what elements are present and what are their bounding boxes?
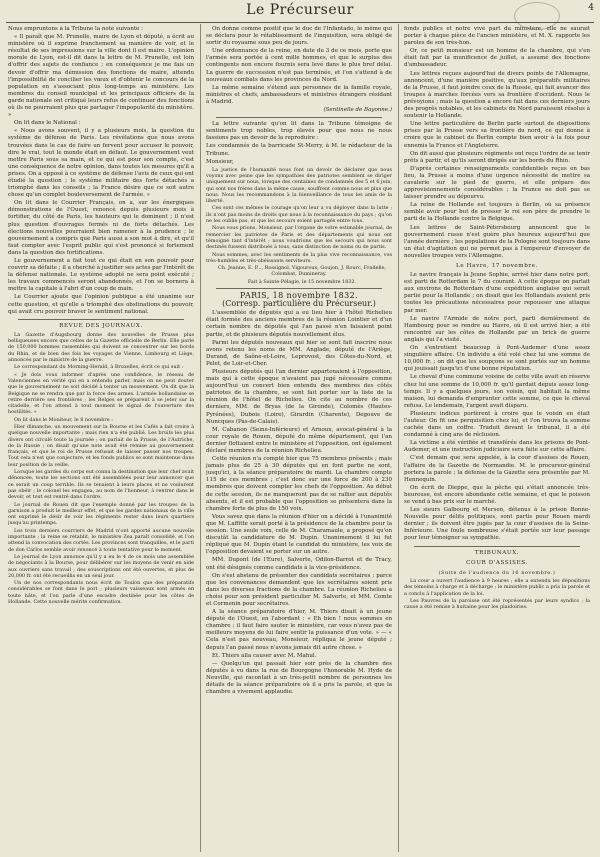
paragraph: On donne comme positif que le duc de l'Infantado, le même qui se déclara pour le rétablissement de l'inquisition, sera obligé de sortir du royaume sous peu de jours. [206,26,392,47]
paragraph: « Nous avons souvent, il y a plusieurs mois, la question du système de défense de Paris. Les révélations que nous avons trouvées dans le cas de faire un fervent pour accuser le pouvoir, dire le vrai, tout le monde était en défaut. Le gouvernement veut mettre Paris sous sa main, et ce qui est pour son compte, c'est une conséquence de notre opinion, dans toutes les mesures qu'il a prises. On a opposé à ce système de défense l'avis de ceux qui ont étudié la question ; le système militaire des forts détachés a triomphé dans les conseils ; la France désire que ce soit autre chose qu'un complet bouleversement de l'armée. » [8,128,194,199]
paragraph: Parmi les députés nouveaux qui hier se sont fait inscrire nous avons retenu les noms de MM. Anglade, député de l'Ariège, Durand, de Saône-et-Loire, Leprovost, des Côtes-du-Nord, et Pelet, de Loir-et-Cher. [206,339,392,367]
paragraph: Le cheval d'une commune voisine de cette ville avait en réserve chez lui une somme de 10,000 fr. qu'il gardait depuis assez long-temps. Il y a quelques jours, son voisin, qui habitait la même maison, lui demanda d'emprunter cette somme, ce que le cheval refusa. Le lendemain, l'argent avait disparu. [404,374,590,409]
paragraph: Nous empruntons à la Tribune la note suivante : [8,26,144,32]
section-rule [414,546,580,547]
paragraph: Et. Thiers alla causer avec M. Mahul. [212,652,317,659]
letter-heading: Les condamnés de la barricade St-Merry, à M. le rédacteur de la Tribune. [206,143,392,157]
letter-place-date: Fait à Sainte-Pélagie, le 15 novembre 1832. [247,278,357,285]
dateline-subtitle: (Corresp. particulière du Précurseur.) [222,299,376,309]
paragraph: Plusieurs députés qui l'an dernier appartenaient à l'opposition, mais qui à cette époque n'avaient pas jugé nécessaire comme aujourd'hui un concert bien entendu des membres des côtés patriotes de la chambre, se sont fait porter sur la liste de la réunion de l'hôtel de Richelieu. On cite au nombre de ces derniers, MM. de Bryas (de la Gironde), Colomès (Hautes-Pyrénées), Dubois (Loire), Girardin (Charente), Degouve de Nuncques (Pas-de-Calais). [206,368,392,425]
paragraph: L'assemblée de députés qui a eu lieu hier à l'hôtel Richelieu était formée des anciens membres de la réunion Lointier et d'un certain nombre de députés qui l'an passé n'en faisaient point partie, et de plusieurs députés nouvellement élus. [206,310,392,338]
subsection-subtitle: (Suite de l'audience du 16 novembre.) [438,569,556,576]
column-3 [404,26,590,852]
paragraph: MM. Dupont (de l'Eure), Salverte, Odilon-Barrot et de Tracy, ont été désignés comme candidats à la vice-présidence. [206,557,392,571]
paragraph: Une lettre particulière de Berlin parle surtout de dispositions prises par la Prusse vers sa frontière du nord, ce qui donne à croire que le cabinet de Berlin compte bien avoir à la fois pour ennemis la France et l'Angleterre. [404,121,590,149]
paragraph: M. Cabanon (Seine-Inférieure) et Arnoux, avocat-général à la cour royale de Rouen, député du même département, qui l'an dernier flottaient entre le ministère et l'opposition, ont également déclaré membres de la réunion Richelieu. [206,426,392,454]
paragraph: On s'est abstenu de présenter des candidats secrétaires ; parce que les convenances demandent que les secrétaires soient pris dans les diverses fractions de la chambre. La réunion Richelieu a choisi pour son président particulier M. Salverte, et MM. Comte et Cormenin pour secrétaires. [206,572,392,607]
letter-signatures: Ch. Jeanne, E. P..., Rossignol, Vigouroux, Goujon, J. Rourc, Fradelle, Colombat, Dumineray. [217,265,387,278]
paragraph: La Gazette d'Augsbourg donne des nouvelles de Prusse plus belliqueuses encore que celles de la Gazette officielle de Berlin. Elle parle de 150,000 hommes rassemblés qui doivent se concentrer sur les bords du Rhin, et de bien des fois les voyages de Vienne, Limbourg et Liège, annoncés par le ministre de la guerre. [8,331,194,364]
paragraph: Le navire français la Jeune Sophie, arrivé hier dans notre port, est parti de Rotterdam le 7 du courant. A cette époque on parlait aux environs de Rotterdam d'une expédition anglaise qui serait partie pour la Hollande ; on disait que les Hollandais avaient pris toutes les précautions nécessaires pour repousser une attaque par mer. [404,272,590,314]
paragraph: Une ordonnance de la reine, en date du 3 de ce mois, porte que l'armée sera portée à cent mille hommes, et que le surplus des contingents non encore fournis sera levé dans le plus bref délai. La guerre de succession n'est pas terminée, et l'on s'attend à de nouveaux combats dans les provinces du Nord. [206,48,392,83]
paragraph: La cour a ouvert l'audience à 9 heures ; elle a entendu les dépositions des témoins à charge et à décharge ; le ministère public a pris la parole et a conclu à l'application de la loi. [404,578,590,597]
paragraph: La justice de l'humanité nous font un devoir de déclarer que nous voyons avec peine que les sympathies des patriotes semblent se diriger uniquement sur nous, lorsque des centaines de condamnés des 5 et 6 juin, qui sont nos frères dans la même cause, souffrent comme nous et plus que nous. Nous les recommandons à la bienveillance de tous les amis de la liberté. [206,166,392,205]
paragraph: « Il paraît que M. Prunelle, maire de Lyon et député, a écrit au ministère où il exprime franchement sa manière de voir, et le résultat de ses impressions sur la ville dont il est maire. L'opinion morale de Lyon, est-il dit dans la lettre de M. Prunelle, est loin d'offrir des sujets de confiance ; en conséquence je me fais un devoir d'offrir ma démission des fonctions de maire, attendu l'impossibilité de concilier les vœux et d'obtenir le concours de la population en s'associant plus long-temps au ministère. Les membres du conseil municipal et les principaux officiers de la garde nationale ont critiqué leurs refus de continuer des fonctions où ils ne pourraient plus que partager l'impopularité du ministère. » [8,34,194,119]
paragraph: On s'entretient beaucoup à Pont-Audemer d'une assez singulière affaire. Un individu a été volé chez lui une somme de 10,000 fr. ; on dit que les soupçons se sont portés sur un homme qui jouissait jusqu'ici d'une bonne réputation. [404,345,590,373]
section-heading: TRIBUNAUX. [474,549,520,556]
paragraph: fonds publics et notre vive part du ministère, elle ne saurait porter à chaque pièce de l'ancien ministère, et M. X. rapporte les paroles de son très-hon. [404,26,590,47]
section-rule [216,117,382,118]
section-rule [216,288,382,289]
paragraph: Un de nos correspondants nous écrit de Toulon que des préparatifs considérables se font dans le port ; plusieurs vaisseaux sont armés en toute hâte, et l'on parle d'une escadre destinée pour les côtes de Hollande. Cette nouvelle mérite confirmation. [8,580,194,606]
paragraph: Nous vous prions, Monsieur, par l'organe de votre estimable journal, de remercier les patriotes de Paris et des départements qui nous ont témoigné tant d'intérêt ; nous voudrions que les secours qui nous sont destinés fussent distribués à tous, sans distinction de noms ou de partis. [206,225,392,251]
paragraph: Les lettres reçues aujourd'hui de divers points de l'Allemagne, annoncent, d'une manière positive, qu'aux préparatifs militaires de la Prusse, il faut joindre ceux de la Russie, qui fait avancer des troupes à marches forcées vers sa frontière d'occident. Nous le prévoyions ; mais la question a encore fait dans ces derniers jours des progrès notables, et les cabinets du Nord paraissent résolus à soutenir la Hollande. [404,70,590,120]
paragraph: Le Courrier ajoute que l'opinion publique a été unanime sur cette question, et qu'elle a triomphé des obstinations du pouvoir, qui avait cru pouvoir braver le sentiment national. [8,294,194,315]
paragraph: On dit aussi que plusieurs régiments ont reçu l'ordre de se tenir prêts à partir, et qu'ils seront dirigés sur les bords du Rhin. [404,150,590,164]
section-heading: Le Havre, 17 novembre. [456,263,538,269]
paragraph: Le journal de Rouen dit que l'exemple donné par les troupes de la garnison a produit le meilleur effet, et que les gardes nationaux de la ville ont exprimé le désir de voir les régiments rester dans leurs quartiers jusqu'au printemps. [8,501,194,527]
paragraph: « Je dois vous informer d'après une confidence, le réseau de Valenciennes en vérité qui en a entendu parler, mais on ne peut douter que le gouvernement ne soit décidé à tenter un mouvement. On dit que la Belgique ne se rendra que par la force des armes. L'armée hollandaise se retire derrière ses frontières ; les Belges se préparent à se jeter sur la citadelle, et l'on attend à tout moment le signal de l'ouverture des hostilités. » [8,371,194,416]
paragraph: Le correspondant du Morning-Herald, à Bruxelles, écrit ce qui suit : [14,364,184,371]
paragraph: On écrit de Dieppe, que la pêche qui s'était annoncée très-heureuse, est encore abondante cette semaine, et que le poisson se vend à bas prix sur le marché. [404,484,590,505]
column-1 [8,26,194,852]
court-report [404,578,590,610]
paragraph: Le journal de Lyon annonce qu'il y a eu le 4 de ce mois une assemblée de négociants à la Bourse, pour délibérer sur les moyens de venir en aide aux ouvriers sans travail ; des souscriptions ont été ouvertes, et plus de 20,000 fr. ont été recueillis en un seul jour. [8,553,194,579]
paragraph: La reine de Hollande est toujours à Berlin, où sa présence semble avoir pour but de presser le roi son père de prendre le parti de la Hollande contre la Belgique. [404,202,590,223]
paragraph: Les lettres de Saint-Pétersbourg annoncent que le gouvernement russe n'est guère plus heureux aujourd'hui que l'année dernière ; les populations de la Pologne sont toujours dans un état d'agitation qui ne permet pas à l'empereur d'envoyer de nouvelles troupes vers l'Allemagne. [404,224,590,259]
paragraph: Le navire l'Armide de notre port, parti dernièrement de Hambourg pour se rendre au Havre, où il est arrivé hier, a été rencontré sur les côtes de Hollande par un brick de guerre anglais qui l'a visité. [404,315,590,343]
paragraph: C'est demain que sera appelée, à la cour d'assises de Rouen, l'affaire de la Gazette de Normandie. M. le procureur-général portera la parole ; la défense de la Gazette sera présentée par M. Hennequin. [404,455,590,483]
paragraph: On lit dans le Courrier Français, on a, sur les énergiques démonstrations de l'Ouest, renoncé depuis plusieurs mois à fortifier, du côté de Paris, les hauteurs qui le dominent ; il n'est plus question d'ouvrages fermés ni de forts détachés. Les élections nouvelles pourraient bien ramener à la prudence ; le gouvernement a compris que Paris aussi a son mot à dire, et qu'il faut compter avec l'esprit public qui s'est prononcé si fortement dans la question des fortifications. [8,200,194,256]
column-divider [398,24,399,852]
subsection-heading: COUR D'ASSISES. [466,559,528,566]
masthead-rule [6,22,594,23]
paragraph: Vous savez que dans la réunion d'hier on a décidé à l'unanimité que M. Laffitte serait porté à la présidence de la chambre pour la session. Une seule voix, celle de M. Charamaule, a proposé qu'on discutât la candidature de M. Dupin. Unanimement il lui fut répliqué que M. Dupin étant le candidat du ministère, les voix de l'opposition devaient se porter sur un autre. [206,513,392,556]
paragraph: Hier dimanche, un mouvement sur la Bourse et les Cafés a fait croire à quelque nouvelle importante ; mais rien n'a été publié. Les bruits les plus divers ont circulé toute la journée ; on parlait de la Prusse, de l'Autriche, de la Russie ; on disait qu'une note avait été remise au gouvernement français, et que le roi de Prusse refusait de laisser passer nos troupes. Tout cela n'est que conjecture, et les fonds publics se sont maintenus dans leur position de la veille. [8,424,194,468]
paragraph: La même semaine s'étend aux personnes de la famille royale, ministres et chefs, ambassadeurs et ministres étrangers résidant à Madrid. [206,84,392,105]
paragraph: Les Pauvres de la paroisse ont été représentés par leurs syndics ; la cause a été remise à huitaine pour les plaidoiries. [404,597,590,611]
paragraph: — Quelqu'un qui passait hier soir près de la chambre des députés à vu dans la rue de Bourgogne l'honorable M. Hyde de Neuville, qui racontait à un très-petit nombre de personnes les détails de la séance préparatoire où il a pris la parole, et que la chambre a vivement applaudie. [206,660,392,696]
letter-salutation: Monsieur, [206,158,234,165]
section-rule [18,319,184,320]
column-divider [200,24,201,852]
paragraph: La victime a été vérifiée et transférée dans les prisons de Pont-Audemer, et une instruction judiciaire sera faite sur cette affaire. [404,440,590,454]
paragraph: Les sieurs Galbourg et Mersen, détenus à la prison Bonne-Nouvelle pour délits politiques, sont partis pour Rouen mardi dernier ; ils doivent être jugés par la cour d'assises de la Seine-Inférieure. Une foule nombreuse s'était portée sur leur passage pour leur témoigner sa sympathie. [404,507,590,542]
letter-body [206,167,392,285]
masthead [0,0,600,22]
paragraph: La lettre suivante qu'on lit dans la Tribune témoigne de sentiments trop nobles, trop élevés pour que nous ne nous fassions pas un devoir de la reproduire : [206,121,392,142]
paragraph: D'après certaines renseignements confidentiels reçus en bas lieu, la Prusse a moins d'une urgence nécessité de mettre sa cavalerie sur le pied de guerre, et elle prépare des approvisionnements considérables ; la France ne doit pas se laisser prendre au dépourvu. [404,165,590,201]
paragraph: A la séance préparatoire d'hier, M. Thiers disait à un jeune député de l'Ouest, en l'abordant : « Eh bien ! nous sommes en chambre ; il faut faire sauter le ministère, car vous n'avez pas de meilleurs moyens de lui faire sentir la puissance d'un vote. » — « Cela n'est pas nouveau, Monsieur, répliqua le jeune député ; depuis l'an passé nous n'avons jamais dit autre chose. » [206,609,392,651]
paragraph: Cette réunion n'a compté hier que 75 membres présents ; mais jamais plus de 25 à 30 députés qui en font partie ne sont, jusqu'ici, à la séance préparatoire de mardi. La chambre compte 115 de ces membres ; c'est donc sur une force de 200 à 230 membres que doivent compter les chefs de l'opposition. Au début de cette session, ils ne manqueront pas de se rallier aux députés absents, et il est probable que l'opposition se présentera dans la chambre forte de plus de 150 voix. [206,456,392,512]
section-heading: REVUE DES JOURNAUX. [59,322,143,329]
dateline: PARIS, 18 novembre 1832. [239,291,359,301]
paragraph: Ces sont ces mêmes le courage qu'on leur a vu déployer dans la lutte ; ils n'ont pas moins de droits que nous à la reconnaissance du pays ; qu'on ne les oublie pas, et que les secours soient partagés entre tous. [206,205,392,225]
paragraph: Nous sommes, avec les sentiments de la plus vive reconnaissance, vos très-humbles et très-obéissants serviteurs. [206,251,392,264]
paragraph: Or, ce petit monsieur est un homme de la chambre, qui s'en était fait par la munificence de juillet, a assumé des fonctions d'ambassadeur. [404,48,590,69]
column-2 [206,26,392,852]
paragraph: On lit dans le National : [14,120,81,127]
paragraph: Plusieurs indices portèrent à croire que le voisin en était l'auteur. On fit une perquisition chez lui, et l'on trouva la somme cachée dans un coffre. Traduit devant le tribunal, il a été condamné à cinq ans de réclusion. [404,410,590,439]
paragraph: Les trois derniers courriers de Madrid n'ont apporté aucune nouvelle importante ; la reine se rétablit, le ministère Zea paraît consolidé, et l'on attend la convocation des cortès. Les provinces sont tranquilles, et le parti de don Carlos semble avoir renoncé à toute tentative pour le moment. [8,527,194,553]
page-number: 4 [588,3,594,13]
paragraph: On lit dans le Moniteur, le 8 novembre : [14,416,113,423]
newspaper-title: Le Précurseur [246,2,354,18]
paragraph: Lorsque les gardes du corps eut connu la destination que leur chef avait dénoncée, toute les sections ont été assemblées pour leur annoncer que ce serait un coup terrible. Ils se tenaient à leurs places et ne voulurent pas obéir ; le colonel les engagea, au nom de l'honneur, à rentrer dans le devoir, et tout est rentré dans l'ordre. [8,469,194,501]
source-attribution: (Sentinelle de Bayonne.) [323,107,392,114]
paragraph: Le gouvernement a fait tout ce qui était en son pouvoir pour couvrir sa défaite ; il a cherché à justifier ses actes par l'intérêt de la défense nationale. Le système adopté ne sera point exécuté ; les travaux commencés seront abandonnés, et l'on se bornera à mettre la capitale à l'abri d'un coup de main. [8,258,194,293]
press-review [8,332,194,605]
